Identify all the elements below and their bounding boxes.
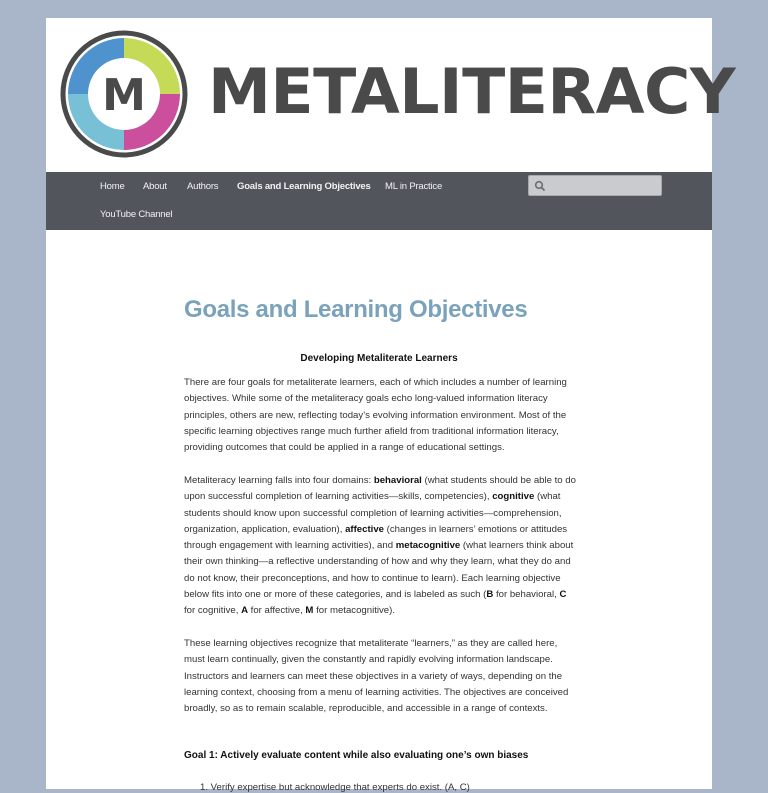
- nav-item-goals[interactable]: Goals and Learning Objectives: [237, 181, 371, 192]
- nav-item-home[interactable]: Home: [100, 181, 125, 192]
- text-span: Metaliteracy learning falls into four domains:: [184, 475, 374, 486]
- logo-letter: M: [102, 70, 146, 121]
- text-span: (what learners think about their own thinking—a reflective understanding of how and why they learn, what they do and do not know, their preconceptions, and how to continue to learn). Each learning objective below fits into one or more of these categories, and is labeled as such (: [184, 540, 574, 601]
- metaliteracy-logo-icon[interactable]: [60, 30, 188, 158]
- list-item: 1. Verify expertise but acknowledge that experts do exist. (A, C): [200, 782, 470, 793]
- site-header: [46, 18, 736, 172]
- nav-item-youtube[interactable]: YouTube Channel: [100, 209, 173, 220]
- main-navigation: [46, 172, 712, 230]
- term-cognitive: cognitive: [492, 491, 535, 503]
- term-affective: affective: [345, 523, 385, 535]
- text-span: for metacognitive).: [313, 605, 396, 617]
- text-span: (what students should be able to do upon successful completion of learning activities—skills, competencies),: [184, 475, 576, 503]
- page-container: [46, 18, 736, 793]
- term-behavioral: behavioral: [373, 475, 422, 486]
- page-subtitle: Developing Metaliterate Learners: [300, 353, 458, 364]
- search-box[interactable]: [528, 175, 662, 196]
- nav-item-about[interactable]: About: [143, 181, 167, 192]
- code-a: A: [241, 605, 248, 617]
- text-span: (what students should know upon successful completion of learning activities—comprehension, organization, application, evaluation),: [184, 491, 562, 535]
- goal-heading: Goal 1: Actively evaluate content while also evaluating one’s own biases: [184, 750, 529, 761]
- nav-item-ml-in-practice[interactable]: ML in Practice: [385, 181, 443, 192]
- search-icon: [534, 180, 546, 192]
- code-b: B: [486, 589, 494, 601]
- objectives-paragraph: These learning objectives recognize that metaliterate “learners,” as they are called here, must learn continually, given the constantly and rapidly evolving information landscape. Instructors and learners can meet these objectives in a variety of ways, depending on the learning context, choosing from a menu of learning activities. The objectives are conceived broadly, so as to remain scalable, reproducible, and accessible in a range of contexts.: [184, 638, 569, 715]
- intro-paragraph: There are four goals for metaliterate learners, each of which includes a number of learning objectives. While some of the metaliteracy goals echo long-valued information literacy principles, others are new, reflecting today’s evolving information environment. Most of the specific learning objectives range much further afield from traditional information literacy, providing outcomes that could be applied in a range of educational settings.: [184, 377, 567, 454]
- code-m: M: [305, 605, 314, 617]
- text-span: for affective,: [248, 605, 306, 617]
- code-c: C: [559, 589, 567, 601]
- page-title: Goals and Learning Objectives: [184, 296, 528, 323]
- site-wordmark[interactable]: METALITERACY: [208, 55, 736, 128]
- text-span: for behavioral,: [493, 589, 560, 601]
- search-input[interactable]: [549, 178, 661, 194]
- term-metacognitive: metacognitive: [395, 540, 461, 552]
- text-span: (changes in learners’ emotions or attitudes through engagement with learning activities), and: [184, 523, 568, 552]
- text-span: for cognitive,: [184, 605, 242, 617]
- domains-paragraph: [184, 473, 576, 620]
- nav-item-authors[interactable]: Authors: [187, 181, 219, 192]
